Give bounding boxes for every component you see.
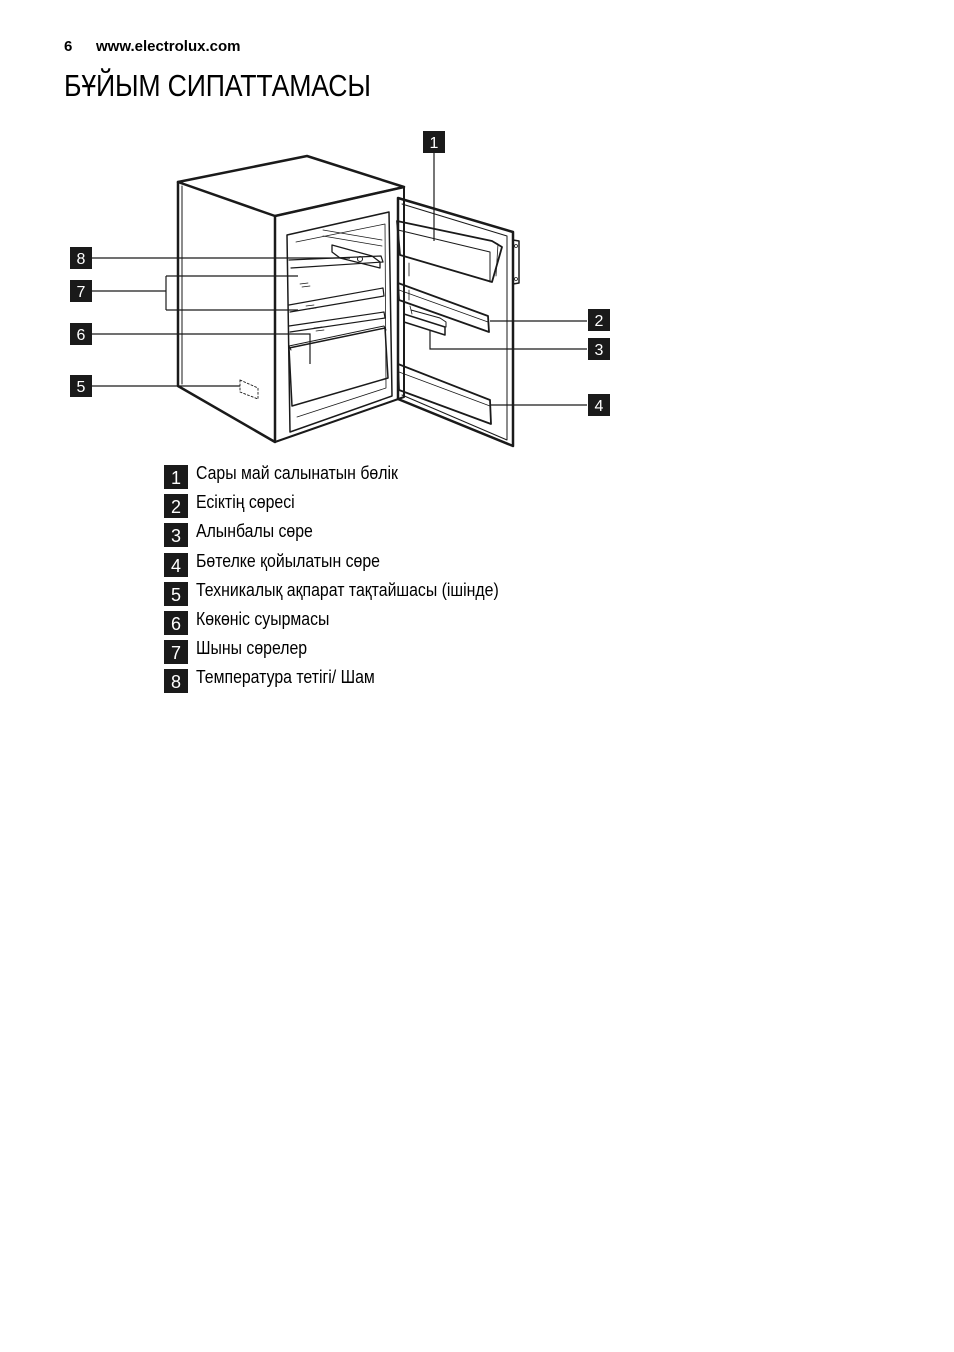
legend-item	[164, 519, 540, 548]
parts-legend	[164, 461, 540, 695]
callout-1	[423, 131, 445, 153]
legend-item	[164, 549, 540, 578]
svg-text:7: 7	[76, 284, 86, 301]
page-header	[64, 38, 241, 55]
fridge-diagram	[60, 125, 620, 455]
legend-item	[164, 665, 540, 694]
svg-text:6: 6	[76, 327, 86, 344]
legend-label: Алынбалы сөре	[196, 521, 313, 542]
cabinet-side	[178, 182, 275, 442]
callout-5	[70, 375, 92, 397]
legend-item	[164, 578, 540, 607]
rating-plate	[240, 380, 258, 399]
legend-number: 4	[164, 553, 188, 577]
legend-item	[164, 490, 540, 519]
legend-number: 2	[164, 494, 188, 518]
legend-label: Есіктің сөресі	[196, 492, 295, 513]
vegetable-drawer	[289, 328, 388, 406]
page-number: 6	[64, 38, 73, 55]
legend-label: Температура тетігі/ Шам	[196, 667, 375, 688]
legend-number: 5	[164, 582, 188, 606]
leader-line-3	[430, 330, 587, 349]
legend-number: 7	[164, 640, 188, 664]
callout-2	[588, 309, 610, 331]
legend-label: Сары май салынатын бөлік	[196, 463, 398, 483]
legend-number: 6	[164, 611, 188, 635]
svg-text:8: 8	[76, 251, 86, 268]
legend-label: Техникалық ақпарат тақтайшасы (ішінде)	[196, 579, 499, 600]
leader-line-7	[92, 276, 298, 310]
glass-shelf-lower	[289, 288, 384, 312]
callout-7	[70, 280, 92, 302]
removable-shelf	[404, 314, 445, 335]
svg-text:5: 5	[76, 379, 86, 396]
legend-number: 3	[164, 523, 188, 547]
page-title: БҰЙЫМ СИПАТТАМАСЫ	[64, 68, 371, 103]
callout-4	[588, 394, 610, 416]
door-outer	[398, 198, 513, 446]
legend-label: Бөтелке қойылатын сөре	[196, 550, 380, 571]
svg-text:4: 4	[594, 398, 604, 415]
website-url: www.electrolux.com	[96, 38, 241, 55]
leader-line-6	[92, 334, 310, 364]
legend-label: Көкөніс суырмасы	[196, 608, 330, 629]
svg-text:3: 3	[594, 342, 604, 359]
callout-3	[588, 338, 610, 360]
bottle-shelf	[398, 364, 491, 424]
legend-item	[164, 607, 540, 636]
legend-label: Шыны сөрелер	[196, 638, 308, 659]
callout-8	[70, 247, 92, 269]
legend-item	[164, 636, 540, 665]
legend-item	[164, 461, 540, 490]
svg-text:1: 1	[429, 135, 439, 152]
cabinet-top	[178, 156, 404, 216]
legend-number: 8	[164, 669, 188, 693]
callout-6	[70, 323, 92, 345]
svg-text:2: 2	[594, 313, 604, 330]
legend-number: 1	[164, 465, 188, 489]
